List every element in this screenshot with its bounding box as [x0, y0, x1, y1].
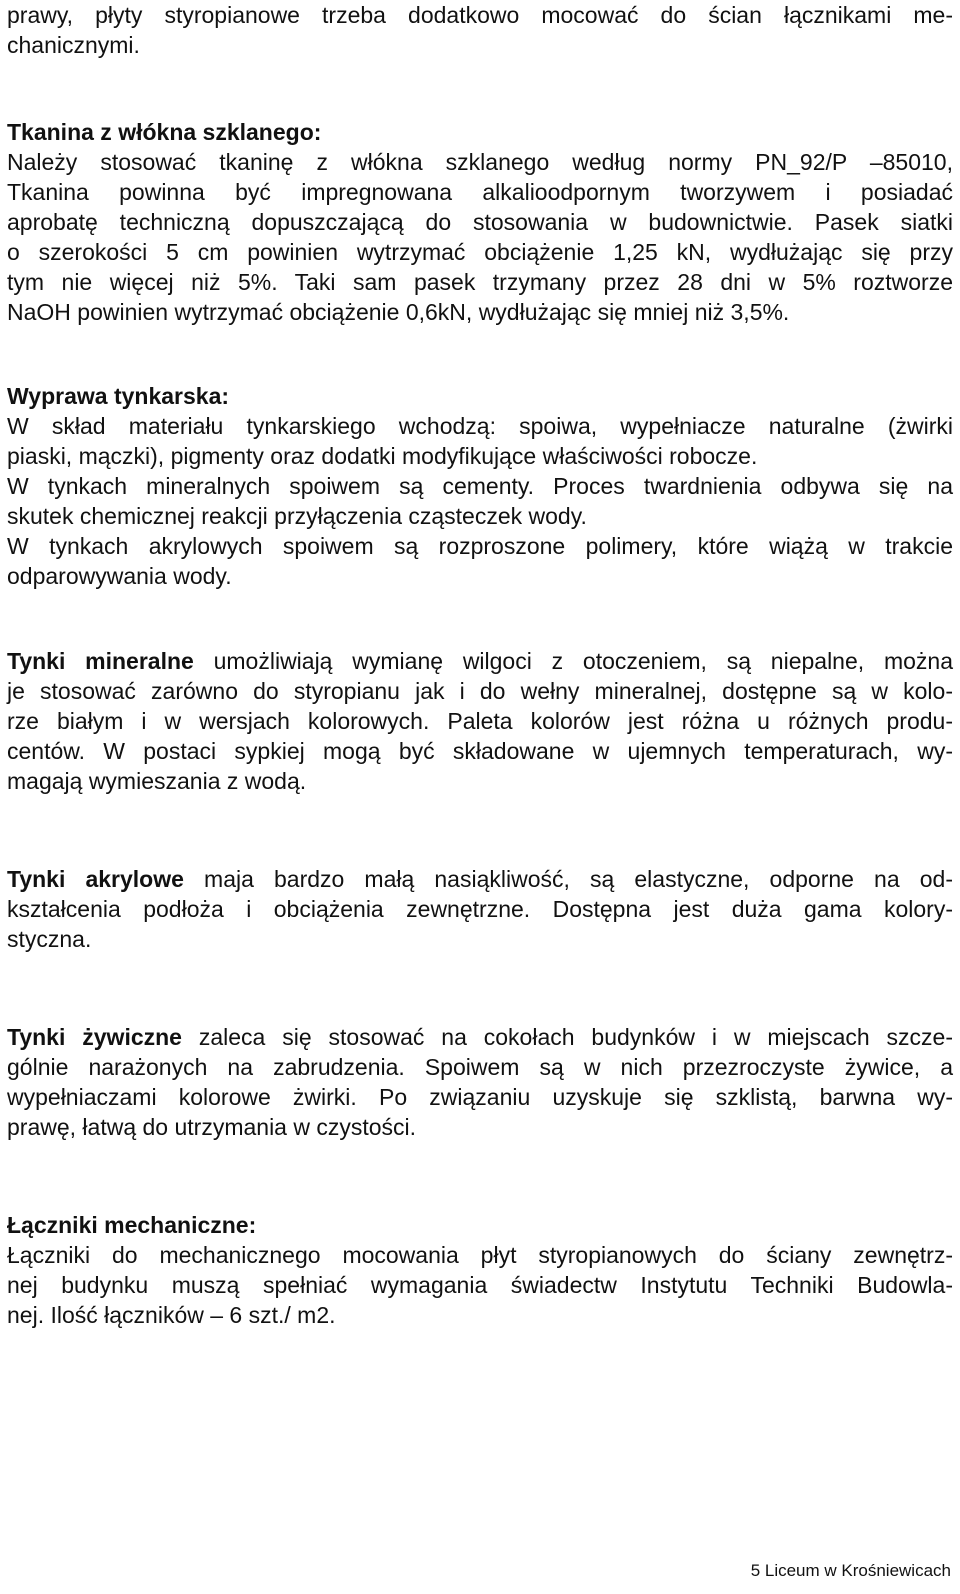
text-line: tym nie więcej niż 5%. Taki sam pasek trzymany przez 28 dni w 5% roztworze — [7, 269, 953, 295]
text-line: nej. Ilość łączników – 6 szt./ m2. — [7, 1302, 336, 1328]
text-line: kształcenia podłoża i obciążenia zewnętrzne. Dostępna jest duża gama kolory- — [7, 896, 953, 922]
text-line — [7, 864, 953, 894]
text-line: rze białym i w wersjach kolorowych. Paleta kolorów jest różna u różnych produ- — [7, 708, 953, 734]
text-line: aprobatę techniczną dopuszczającą do stosowania w budownictwie. Pasek siatki — [7, 209, 953, 235]
text-line: prawy, płyty styropianowe trzeba dodatkowo mocować do ścian łącznikami me- — [7, 2, 953, 28]
bold-lead: Tynki żywiczne — [7, 1024, 182, 1050]
intro-paragraph — [7, 0, 953, 60]
line-rest: umożliwiają wymianę wilgoci z otoczeniem, są niepalne, można — [193, 648, 953, 674]
text-line — [7, 646, 953, 676]
text-line — [7, 1022, 953, 1052]
bold-lead: Tynki mineralne — [7, 648, 194, 674]
text-line: centów. W postaci sypkiej mogą być składowane w ujemnych temperaturach, wy- — [7, 738, 953, 764]
section-heading: Łączniki mechaniczne: — [7, 1212, 257, 1238]
page-footer: 5 Liceum w Krośniewicach — [750, 1561, 951, 1580]
bold-lead: Tynki akrylowe — [7, 866, 184, 892]
text-line: magają wymieszania z wodą. — [7, 768, 307, 794]
paragraph-tynki-zywiczne — [7, 1022, 953, 1142]
text-line: prawę, łatwą do utrzymania w czystości. — [7, 1114, 417, 1140]
text-line: piaski, mączki), pigmenty oraz dodatki modyfikujące właściwości robocze. — [7, 443, 758, 469]
text-line: NaOH powinien wytrzymać obciążenie 0,6kN, wydłużając się mniej niż 3,5%. — [7, 299, 790, 325]
section-wyprawa — [7, 381, 953, 591]
section-heading: Wyprawa tynkarska: — [7, 383, 230, 409]
section-heading: Tkanina z włókna szklanego: — [7, 119, 322, 145]
paragraph-tynki-akrylowe — [7, 864, 953, 954]
text-line: skutek chemicznej reakcji przyłączenia cząsteczek wody. — [7, 503, 587, 529]
text-line: gólnie narażonych na zabrudzenia. Spoiwem są w nich przezroczyste żywice, a — [7, 1054, 953, 1080]
text-line: odparowywania wody. — [7, 563, 232, 589]
text-line: nej budynku muszą spełniać wymagania świadectw Instytutu Techniki Budowla- — [7, 1272, 953, 1298]
text-line: W tynkach mineralnych spoiwem są cementy. Proces twardnienia odbywa się na — [7, 473, 953, 499]
text-line: styczna. — [7, 926, 92, 952]
text-line: o szerokości 5 cm powinien wytrzymać obciążenie 1,25 kN, wydłużając się przy — [7, 239, 953, 265]
text-line: Łączniki do mechanicznego mocowania płyt styropianowych do ściany zewnętrz- — [7, 1242, 953, 1268]
line-rest: zaleca się stosować na cokołach budynków i w miejscach szcze- — [181, 1024, 953, 1050]
section-laczniki — [7, 1210, 953, 1330]
text-line: Tkanina powinna być impregnowana alkalioodpornym tworzywem i posiadać — [7, 179, 953, 205]
text-line: wypełniaczami kolorowe żwirki. Po związaniu uzyskuje się szklistą, barwna wy- — [7, 1084, 953, 1110]
line-rest: maja bardzo małą nasiąkliwość, są elastyczne, odporne na od- — [183, 866, 953, 892]
text-line: Należy stosować tkaninę z włókna szklanego według normy PN_92/P –85010, — [7, 149, 953, 175]
text-line: W tynkach akrylowych spoiwem są rozproszone polimery, które wiążą w trakcie — [7, 533, 953, 559]
text-line: je stosować zarówno do styropianu jak i do wełny mineralnej, dostępne są w kolo- — [7, 678, 953, 704]
text-line: W skład materiału tynkarskiego wchodzą: spoiwa, wypełniacze naturalne (żwirki — [7, 413, 953, 439]
text-line: chanicznymi. — [7, 32, 140, 58]
section-tkanina — [7, 117, 953, 327]
paragraph-tynki-mineralne — [7, 646, 953, 796]
